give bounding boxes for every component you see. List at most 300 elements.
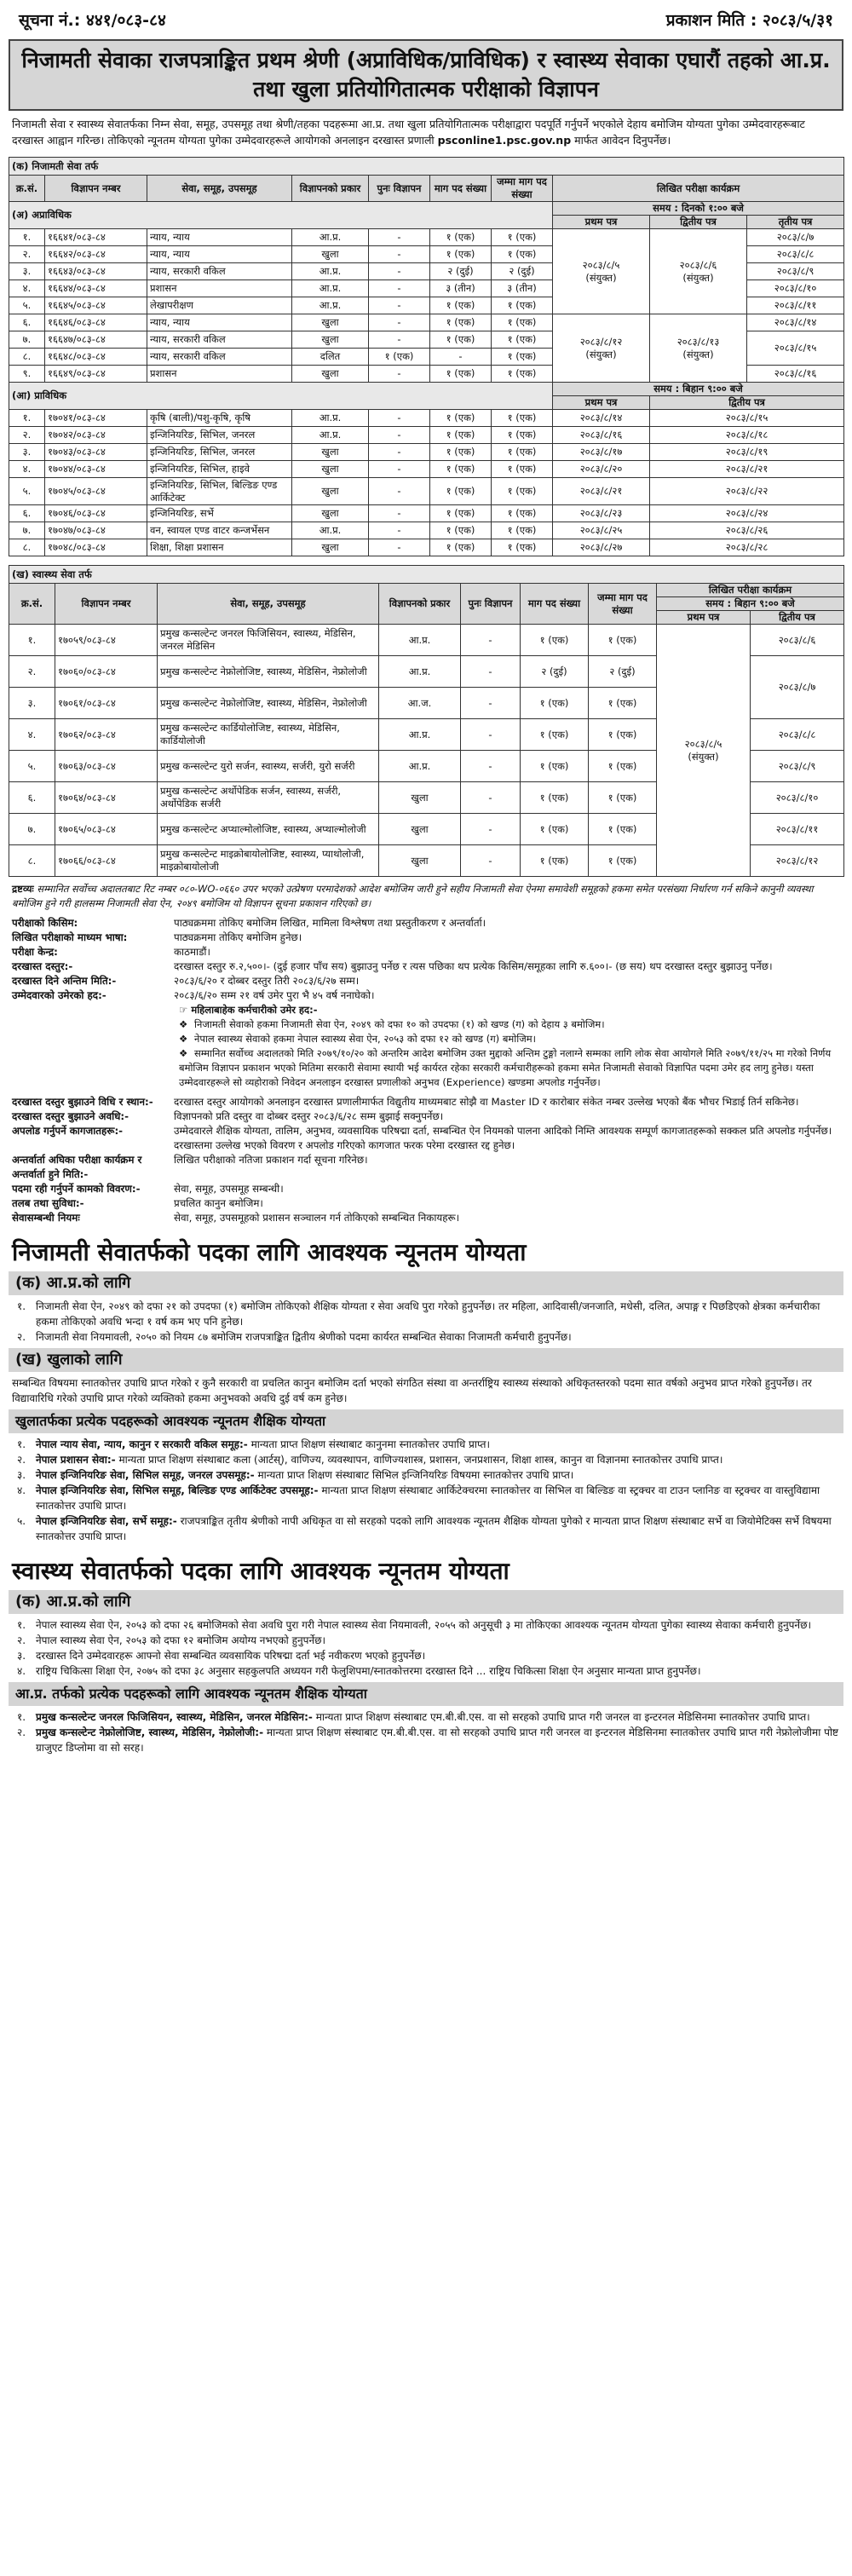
cell-req: १ (एक) bbox=[521, 751, 589, 782]
info-row bbox=[12, 1211, 840, 1225]
list-number: १. bbox=[17, 1438, 26, 1450]
cell-total: १ (एक) bbox=[492, 427, 553, 444]
health-service-table-wrap bbox=[9, 565, 843, 877]
health-internal-subheading: आ.प्र. तर्फको प्रत्येक पदहरूको लागि आवश्यक न्यूनतम शैक्षिक योग्यता bbox=[9, 1682, 843, 1706]
notice-header bbox=[0, 0, 852, 39]
cell-adv: १७०४५/०८३-८४ bbox=[45, 478, 147, 505]
list-bold-label: नेपाल इन्जिनियरिङ सेवा, सिभिल समूह, जनरल उपसमूह:- bbox=[36, 1469, 255, 1481]
cell-req: १ (एक) bbox=[430, 246, 492, 263]
age-note-item bbox=[179, 1032, 852, 1046]
column-header: लिखित परीक्षा कार्यक्रम bbox=[657, 584, 844, 597]
cell-req: २ (दुई) bbox=[430, 263, 492, 280]
subsection-row bbox=[9, 202, 844, 216]
age-note-item-text: नेपाल स्वास्थ्य सेवाको हकमा नेपाल स्वास्थ्य सेवा ऐन, २०५३ को दफा १२ को खण्ड (ग) बमोजिम। bbox=[194, 1033, 536, 1045]
cell-sn: १. bbox=[9, 410, 45, 427]
table-row bbox=[9, 314, 844, 331]
footnote bbox=[12, 882, 840, 911]
cell-req: १ (एक) bbox=[430, 366, 492, 383]
info-label: परीक्षाको किसिम: bbox=[12, 917, 78, 929]
section-title: (ख) स्वास्थ्य सेवा तर्फ bbox=[9, 566, 844, 584]
cell-type: आ.प्र. bbox=[292, 280, 369, 297]
cell-total: १ (एक) bbox=[492, 461, 553, 478]
list-text: दरखास्त दिने उम्मेदवारहरू आफ्नो सेवा सम्बन्धित व्यवसायिक परिषद्मा दर्ता भई नवीकरण भएको हुनुपर्नेछ। bbox=[36, 1650, 426, 1662]
list-item bbox=[17, 1329, 840, 1345]
cell-re: - bbox=[369, 314, 430, 331]
table-row bbox=[9, 625, 844, 656]
table-row bbox=[9, 229, 844, 246]
cell-adv: १७०६३/०८३-८४ bbox=[55, 751, 158, 782]
cell-service: प्रमुख कन्सल्टेन्ट नेफ्रोलोजिष्ट, स्वास्थ्य, मेडिसिन, नेफ्रोलोजी bbox=[158, 688, 379, 719]
list-number: ३. bbox=[17, 1469, 26, 1481]
list-text-wrap bbox=[36, 1513, 840, 1544]
info-value: २०८३/६/२० सम्म २१ वर्ष उमेर पुरा भै ४५ वर्ष ननाघेको। bbox=[174, 989, 375, 1001]
cell-service: वन, स्वायल एण्ड वाटर कन्जर्भेसन bbox=[147, 522, 292, 539]
list-number: १. bbox=[17, 1300, 26, 1312]
paper1-date: २०८३/८/५ bbox=[582, 258, 620, 271]
cell-adv: १७०६५/०८३-८४ bbox=[55, 814, 158, 845]
list-text: नेपाल स्वास्थ्य सेवा ऐन, २०५३ को दफा २६ बमोजिमको सेवा अवधि पुरा गरी नेपाल स्वास्थ्य सेवा नियमावली, २०५५ को अनुसूची ३ मा तोकिएका आवश्यक न्यूनतम योग्यता पुगेका स्वास्थ्य सेवाका कर्मचारी हुनुपर्नेछ। bbox=[36, 1619, 812, 1631]
info-value: उम्मेदवारले शैक्षिक योग्यता, तालिम, अनुभव, व्यवसायिक परिषद्मा दर्ता, सम्बन्धित ऐन नियमको पालना आदिको निम्ति आवश्यक सम्पूर्ण कागजातहरूको सक्कल प्रति अपलोड गर्नुपर्नेछ। दरखास्तमा उल्लेख भएको विवरण र अपलोड गरिएको कागजात फरक परेमा दरखास्त रद्द हुनेछ। bbox=[174, 1125, 832, 1151]
list-bold-label: प्रमुख कन्सल्टेन्ट जनरल फिजिसियन, स्वास्थ्य, मेडिसिन, जनरल मेडिसिन:- bbox=[36, 1711, 313, 1723]
list-item bbox=[17, 1709, 840, 1725]
subsection-row bbox=[9, 383, 844, 396]
info-row bbox=[12, 916, 840, 931]
cell-req: १ (एक) bbox=[521, 814, 589, 845]
cell-sn: १. bbox=[9, 625, 55, 656]
paper1-date: २०८३/८/२० bbox=[553, 461, 650, 478]
cell-req: १ (एक) bbox=[521, 782, 589, 814]
diamond-bullet-icon: ❖ bbox=[179, 1047, 188, 1059]
cell-total: १ (एक) bbox=[589, 625, 657, 656]
list-text-wrap bbox=[36, 1633, 840, 1648]
list-text: राजपत्राङ्कित तृतीय श्रेणीको नापी अधिकृत वा सो सरहको पदको लागि आवश्यक न्यूनतम शैक्षिक योग्यता पुगेको र मान्यता प्राप्त शिक्षण संस्थाबाट सर्भे वा जियोमेटिक्स सर्भे विषयमा स्नातकोत्तर उपाधि प्राप्त। bbox=[36, 1515, 832, 1542]
cell-total: १ (एक) bbox=[589, 688, 657, 719]
cell-re: - bbox=[461, 688, 521, 719]
info-value: पाठ्यक्रममा तोकिए बमोजिम लिखित, मामिला विश्लेषण तथा प्रस्तुतीकरण र अन्तर्वार्ता। bbox=[174, 917, 486, 929]
table-row bbox=[9, 444, 844, 461]
cell-total: १ (एक) bbox=[492, 297, 553, 314]
cell-req: १ (एक) bbox=[430, 522, 492, 539]
cell-re: - bbox=[369, 297, 430, 314]
paper1-date: २०८३/८/१६ bbox=[553, 427, 650, 444]
cell-re: - bbox=[461, 814, 521, 845]
info-row bbox=[12, 1095, 840, 1109]
age-note bbox=[179, 1003, 852, 1090]
civil-service-table-wrap bbox=[9, 157, 843, 556]
notice-number: सूचना नं.: ४४१/०८३-८४ bbox=[19, 11, 166, 30]
list-number: २. bbox=[17, 1454, 26, 1466]
cell-req: १ (एक) bbox=[430, 427, 492, 444]
paper1-date: २०८३/८/१७ bbox=[553, 444, 650, 461]
info-value: सेवा, समूह, उपसमूहको प्रशासन सञ्चालन गर्न तोकिएको सम्बन्धित निकायहरू। bbox=[174, 1212, 460, 1224]
cell-type: दलित bbox=[292, 349, 369, 366]
table-row bbox=[9, 427, 844, 444]
info-label: परीक्षा केन्द्र: bbox=[12, 946, 58, 958]
cell-service: न्याय, न्याय bbox=[147, 246, 292, 263]
info-row bbox=[12, 931, 840, 945]
cell-adv: १६६४१/०८३-८४ bbox=[45, 229, 147, 246]
cell-adv: १६६४९/०८३-८४ bbox=[45, 366, 147, 383]
cell-req: १ (एक) bbox=[430, 410, 492, 427]
cell-adv: १७०६१/०८३-८४ bbox=[55, 688, 158, 719]
cell-service: प्रमुख कन्सल्टेन्ट माइक्रोबायोलोजिष्ट, स्वास्थ्य, प्याथोलोजी, माइक्रोबायोलोजी bbox=[158, 845, 379, 877]
paper2-date: २०८३/८/७ bbox=[751, 656, 844, 719]
list-number: २. bbox=[17, 1634, 26, 1646]
civil-qualification-heading: निजामती सेवातर्फको पदका लागि आवश्यक न्यूनतम योग्यता bbox=[12, 1238, 527, 1266]
paper1-date: २०८३/८/५ bbox=[684, 737, 722, 750]
cell-re: १ (एक) bbox=[369, 349, 430, 366]
info-label: दरखास्त दस्तुर बुझाउने विधि र स्थान:- bbox=[12, 1096, 153, 1108]
column-header: पुनः विज्ञापन bbox=[461, 584, 521, 625]
cell-sn: ९. bbox=[9, 366, 45, 383]
cell-service: इन्जिनियरिङ, सिभिल, जनरल bbox=[147, 444, 292, 461]
info-label: अपलोड गर्नुपर्ने कागजातहरू:- bbox=[12, 1125, 124, 1137]
info-row bbox=[12, 960, 840, 974]
column-header: माग पद संख्या bbox=[521, 584, 589, 625]
cell-adv: १६६४२/०८३-८४ bbox=[45, 246, 147, 263]
cell-service: न्याय, सरकारी वकिल bbox=[147, 331, 292, 349]
diamond-bullet-icon: ❖ bbox=[179, 1033, 188, 1045]
info-row bbox=[12, 1109, 840, 1124]
cell-adv: १७०४७/०८३-८४ bbox=[45, 522, 147, 539]
list-text: मान्यता प्राप्त शिक्षण संस्थाबाट सिभिल इन्जिनियरिङ विषयमा स्नातकोत्तर उपाधि प्राप्त। bbox=[257, 1469, 574, 1481]
cell-req: १ (एक) bbox=[430, 229, 492, 246]
cell-adv: १६६४५/०८३-८४ bbox=[45, 297, 147, 314]
cell-total: १ (एक) bbox=[492, 410, 553, 427]
cell-re: - bbox=[369, 505, 430, 522]
cell-total: १ (एक) bbox=[589, 751, 657, 782]
health-internal-qualification-list bbox=[17, 1709, 840, 1755]
list-item bbox=[17, 1452, 840, 1467]
info-value: काठमाडौं। bbox=[174, 946, 210, 958]
cell-sn: ४. bbox=[9, 461, 45, 478]
info-value: दरखास्त दस्तुर रु.२,५००।- (दुई हजार पाँच सय) बुझाउनु पर्नेछ र त्यस पछिका थप प्रत्येक किसिम/समूहका लागि रु.६००।- (छ सय) थप दरखास्त दस्तुर बुझाउनु पर्नेछ। bbox=[174, 960, 773, 972]
footnote-label: द्रष्टव्यः bbox=[12, 883, 34, 895]
paper2-date-cell bbox=[650, 314, 747, 383]
cell-sn: ६. bbox=[9, 782, 55, 814]
paper-header: तृतीय पत्र bbox=[747, 216, 844, 229]
paper2-date: २०८३/८/९ bbox=[751, 751, 844, 782]
table-header-row bbox=[9, 584, 844, 597]
table-row bbox=[9, 522, 844, 539]
cell-re: - bbox=[369, 478, 430, 505]
info-row bbox=[12, 945, 840, 960]
cell-type: आ.प्र. bbox=[292, 297, 369, 314]
cell-total: ३ (तीन) bbox=[492, 280, 553, 297]
cell-re: - bbox=[369, 229, 430, 246]
paper2-date: २०८३/८/१८ bbox=[650, 427, 844, 444]
cell-total: १ (एक) bbox=[589, 845, 657, 877]
info-row bbox=[12, 1124, 840, 1153]
paper-header: द्वितीय पत्र bbox=[650, 216, 747, 229]
list-item bbox=[17, 1617, 840, 1633]
cell-total: १ (एक) bbox=[589, 782, 657, 814]
list-text-wrap bbox=[36, 1663, 840, 1679]
civil-open-subheading: खुलातर्फका प्रत्येक पदहरूको आवश्यक न्यूनतम शैक्षिक योग्यता bbox=[9, 1409, 843, 1433]
cell-service: प्रमुख कन्सल्टेन्ट जनरल फिजिसियन, स्वास्थ्य, मेडिसिन, जनरल मेडिसिन bbox=[158, 625, 379, 656]
info-row bbox=[12, 1196, 840, 1211]
column-header: क्र.सं. bbox=[9, 584, 55, 625]
cell-adv: १६६४७/०८३-८४ bbox=[45, 331, 147, 349]
cell-type: खुला bbox=[292, 461, 369, 478]
paper-header: द्वितीय पत्र bbox=[751, 611, 844, 625]
info-label: दरखास्त दिने अन्तिम मिति:- bbox=[12, 975, 117, 987]
list-text: मान्यता प्राप्त शिक्षण संस्थाबाट कला (आर्टस्), वाणिज्य, व्यवस्थापन, वाणिज्यशास्त्र, प्रशासन, जनप्रशासन, शिक्षा शास्त्र, कानुन वा विज्ञानमा स्नातकोत्तर उपाधि प्राप्त। bbox=[118, 1454, 723, 1466]
civil-open-paragraph: सम्बन्धित विषयमा स्नातकोत्तर उपाधि प्राप्त गरेको र कुनै सरकारी वा प्रचलित कानुन बमोजिम दर्ता भएको संगठित संस्था वा अन्तर्राष्ट्रिय स्वास्थ्य संस्थाको अधिकृतस्तरको पदमा सात वर्षको अनुभव प्राप्त गरेको हुनुपर्नेछ। तर विद्यावारिधि गरेको उपाधि प्राप्त गरेको व्यक्तिको हकमा अनुभवको अवधि दुई वर्ष कम हुनेछ। bbox=[12, 1377, 812, 1404]
cell-req: १ (एक) bbox=[430, 461, 492, 478]
cell-sn: ८. bbox=[9, 539, 45, 556]
column-header: पुनः विज्ञापन bbox=[369, 176, 430, 202]
column-header: जम्मा माग पद संख्या bbox=[589, 584, 657, 625]
paper1-date-cell bbox=[553, 229, 650, 314]
info-label: दरखास्त दस्तुर बुझाउने अवधि:- bbox=[12, 1110, 130, 1122]
cell-re: - bbox=[369, 539, 430, 556]
age-note-item bbox=[179, 1017, 852, 1032]
paper1-date-cell bbox=[657, 625, 751, 877]
cell-service: प्रशासन bbox=[147, 366, 292, 383]
cell-adv: १६६४३/०८३-८४ bbox=[45, 263, 147, 280]
cell-total: १ (एक) bbox=[492, 366, 553, 383]
paper1-date: २०८३/८/२५ bbox=[553, 522, 650, 539]
cell-re: - bbox=[461, 782, 521, 814]
cell-type: खुला bbox=[292, 444, 369, 461]
cell-type: आ.प्र. bbox=[292, 229, 369, 246]
list-number: १. bbox=[17, 1619, 26, 1631]
cell-req: - bbox=[430, 349, 492, 366]
diamond-bullet-icon: ❖ bbox=[179, 1018, 188, 1030]
cell-service: इन्जिनियरिङ, सिभिल, जनरल bbox=[147, 427, 292, 444]
list-text-wrap bbox=[36, 1452, 840, 1467]
paper2-date: २०८३/८/२४ bbox=[650, 505, 844, 522]
cell-sn: २. bbox=[9, 246, 45, 263]
civil-internal-list bbox=[17, 1299, 840, 1345]
health-internal-band: (क) आ.प्र.को लागि bbox=[9, 1590, 843, 1614]
list-text-wrap bbox=[36, 1648, 840, 1663]
section-title-row bbox=[9, 566, 844, 584]
cell-sn: ३. bbox=[9, 688, 55, 719]
cell-service: इन्जिनियरिङ, सर्भे bbox=[147, 505, 292, 522]
intro-text: निजामती सेवा र स्वास्थ्य सेवातर्फका निम्न सेवा, समूह, उपसमूह तथा श्रेणी/तहका पदहरूमा आ.प्र. तथा खुला प्रतियोगितात्मक परीक्षाद्वारा पदपूर्ति गर्नुपर्ने भएकोले देहाय बमोजिम योग्यता पुगेका उम्मेदवारहरूबाट दरखास्त आह्वान गरिन्छ। तोकिएको न्यूनतम योग्यता पुगेका उम्मेदवारहरूले आयोगको अनलाइन दरखास्त प्रणाली bbox=[12, 118, 805, 147]
age-note-heading bbox=[179, 1003, 852, 1017]
list-text: मान्यता प्राप्त शिक्षण संस्थाबाट आर्किटेक्चरमा स्नातकोत्तर वा सिभिल वा बिल्डिङ वा स्ट्रक्चर वा टाउन प्लानिङ वा स्ट्रक्चर वा वास्तुविद्यामा स्नातकोत्तर उपाधि प्राप्त। bbox=[36, 1484, 820, 1512]
cell-re: - bbox=[461, 845, 521, 877]
info-value: प्रचलित कानुन बमोजिम। bbox=[174, 1197, 263, 1209]
column-header: विज्ञापन नम्बर bbox=[55, 584, 158, 625]
paper3-date: २०८३/८/१६ bbox=[747, 366, 844, 383]
cell-type: आ.प्र. bbox=[292, 427, 369, 444]
list-text: निजामती सेवा ऐन, २०४९ को दफा २१ को उपदफा (१) बमोजिम तोकिएको शैक्षिक योग्यता र सेवा अवधि पुरा गरेको हुनुपर्नेछ। तर महिला, आदिवासी/जनजाति, मधेसी, दलित, अपाङ्ग र पिछडिएको क्षेत्रका कर्मचारीका हकमा तोकिएको अवधि भन्दा १ वर्ष कम भए पनि हुनेछ। bbox=[36, 1300, 820, 1328]
age-note-extra-text: सम्मानित सर्वोच्च अदालतको मिति २०७९/१०/२० को अन्तरिम आदेश बमोजिम उक्त मुद्दाको अन्तिम टुङ्गो नलाग्ने सम्मका लागि लोक सेवा आयोगले मिति २०७९/११/२५ मा गरेको निर्णय बमोजिम विज्ञापन प्रकाशन भएको मितिमा सरकारी सेवामा स्थायी भई कार्यरत रहेका सरकारी कर्मचारीहरूको हकमा समेत निजामती सेवाको विज्ञापित पदमा उमेर हद लागु हुनेछ। यस्ता उम्मेदवारहरूले सो व्यहोराको निवेदन अनलाइन दरखास्त प्रणालीको अनुभव (Experience) खण्डमा अपलोड गर्नुपर्नेछ। bbox=[179, 1047, 832, 1088]
cell-sn: ७. bbox=[9, 814, 55, 845]
exam-info-block bbox=[12, 916, 840, 1003]
cell-req: १ (एक) bbox=[430, 444, 492, 461]
cell-re: - bbox=[461, 751, 521, 782]
paper3-date: २०८३/८/१४ bbox=[747, 314, 844, 331]
cell-total: १ (एक) bbox=[492, 229, 553, 246]
info-label: लिखित परीक्षाको माध्यम भाषा: bbox=[12, 931, 128, 943]
cell-service: लेखापरीक्षण bbox=[147, 297, 292, 314]
info-value: विज्ञापनको प्रति दस्तुर वा दोब्बर दस्तुर २०८३/६/२८ सम्म बुझाई सक्नुपर्नेछ। bbox=[174, 1110, 444, 1122]
table-row bbox=[9, 410, 844, 427]
cell-adv: १६६४६/०८३-८४ bbox=[45, 314, 147, 331]
list-text: निजामती सेवा नियमावली, २०५० को नियम ८७ बमोजिम राजपत्राङ्कित द्वितीय श्रेणीको पदमा कार्यरत सम्बन्धित सेवाका निजामती कर्मचारी हुनुपर्नेछ। bbox=[36, 1331, 572, 1343]
cell-re: - bbox=[461, 625, 521, 656]
cell-req: १ (एक) bbox=[430, 331, 492, 349]
list-bold-label: नेपाल न्याय सेवा, न्याय, कानुन र सरकारी वकिल समूह:- bbox=[36, 1438, 248, 1450]
cell-service: शिक्षा, शिक्षा प्रशासन bbox=[147, 539, 292, 556]
paper2-date: २०८३/८/२२ bbox=[650, 478, 844, 505]
cell-sn: ६. bbox=[9, 505, 45, 522]
column-header: जम्मा माग पद संख्या bbox=[492, 176, 553, 202]
cell-sn: ७. bbox=[9, 331, 45, 349]
paper1-date: २०८३/८/२३ bbox=[553, 505, 650, 522]
cell-type: खुला bbox=[292, 478, 369, 505]
cell-sn: ४. bbox=[9, 280, 45, 297]
section-title: (क) निजामती सेवा तर्फ bbox=[9, 158, 844, 176]
age-note-heading-text: महिलाबाहेक कर्मचारीको उमेर हद:- bbox=[191, 1004, 318, 1016]
cell-type: आ.प्र. bbox=[292, 263, 369, 280]
list-item bbox=[17, 1437, 840, 1452]
list-number: २. bbox=[17, 1331, 26, 1343]
application-url-link[interactable]: psconline1.psc.gov.np bbox=[437, 134, 572, 147]
list-number: २. bbox=[17, 1726, 26, 1738]
civil-internal-band: (क) आ.प्र.को लागि bbox=[9, 1271, 843, 1295]
cell-sn: ५. bbox=[9, 751, 55, 782]
combined-label: (संयुक्त) bbox=[585, 271, 617, 284]
cell-type: खुला bbox=[292, 366, 369, 383]
list-text-wrap bbox=[36, 1617, 840, 1633]
info-row bbox=[12, 974, 840, 988]
list-item bbox=[17, 1648, 840, 1663]
list-text-wrap bbox=[36, 1329, 840, 1345]
paper1-date-cell bbox=[553, 314, 650, 383]
column-header: माग पद संख्या bbox=[430, 176, 492, 202]
paper-header: द्वितीय पत्र bbox=[650, 396, 844, 410]
cell-re: - bbox=[369, 280, 430, 297]
publish-date: प्रकाशन मिति : २०८३/५/३१ bbox=[665, 11, 833, 30]
cell-req: १ (एक) bbox=[521, 688, 589, 719]
paper3-date: २०८३/८/९ bbox=[747, 263, 844, 280]
info-value: पाठ्यक्रममा तोकिए बमोजिम हुनेछ। bbox=[174, 931, 302, 943]
cell-adv: १६६४८/०८३-८४ bbox=[45, 349, 147, 366]
list-text: मान्यता प्राप्त शिक्षण संस्थाबाट एम.बी.बी.एस. वा सो सरहको उपाधि प्राप्त गरी जनरल वा इन्टरनल मेडिसिनमा स्नातकोत्तर उपाधि प्राप्त गरी नेफ्रोलोजीमा पोष्ट ग्राजुएट डिप्लोमा वा सो सरह। bbox=[36, 1726, 839, 1754]
column-header: लिखित परीक्षा कार्यक्रम bbox=[553, 176, 844, 202]
cell-adv: १७०५९/०८३-८४ bbox=[55, 625, 158, 656]
paper2-date: २०८३/८/१३ bbox=[676, 335, 720, 348]
intro-suffix: मार्फत आवेदन दिनुपर्नेछ। bbox=[574, 134, 671, 147]
exam-info-block-2 bbox=[12, 1095, 840, 1225]
list-item bbox=[17, 1663, 840, 1679]
cell-req: १ (एक) bbox=[521, 845, 589, 877]
cell-service: न्याय, सरकारी वकिल bbox=[147, 263, 292, 280]
info-label: अन्तर्वार्ता अघिका परीक्षा कार्यक्रम र अन्तर्वार्ता हुने मिति:- bbox=[12, 1154, 142, 1180]
cell-service: प्रमुख कन्सल्टेन्ट कार्डियोलोजिष्ट, स्वास्थ्य, मेडिसिन, कार्डियोलोजी bbox=[158, 719, 379, 751]
info-value: लिखित परीक्षाको नतिजा प्रकाशन गर्दा सूचना गरिनेछ। bbox=[174, 1154, 368, 1166]
cell-type: आ.प्र. bbox=[379, 751, 461, 782]
subsection-title: (आ) प्राविधिक bbox=[9, 383, 553, 410]
civil-open-qualification-list bbox=[17, 1437, 840, 1544]
cell-type: आ.प्र. bbox=[292, 410, 369, 427]
list-text: मान्यता प्राप्त शिक्षण संस्थाबाट कानुनमा स्नातकोत्तर उपाधि प्राप्त। bbox=[250, 1438, 491, 1450]
cell-re: - bbox=[369, 263, 430, 280]
list-text-wrap bbox=[36, 1709, 840, 1725]
cell-total: १ (एक) bbox=[492, 522, 553, 539]
exam-time: समय : दिनको १:०० बजे bbox=[553, 202, 844, 216]
paper2-date: २०८३/८/१२ bbox=[751, 845, 844, 877]
cell-type: खुला bbox=[292, 539, 369, 556]
cell-total: १ (एक) bbox=[492, 478, 553, 505]
cell-total: १ (एक) bbox=[492, 444, 553, 461]
cell-type: खुला bbox=[292, 246, 369, 263]
cell-sn: ६. bbox=[9, 314, 45, 331]
cell-type: खुला bbox=[379, 845, 461, 877]
cell-type: आ.ज. bbox=[379, 688, 461, 719]
list-text: मान्यता प्राप्त शिक्षण संस्थाबाट एम.बी.बी.एस. वा सो सरहको उपाधि प्राप्त गरी जनरल वा इन्टरनल मेडिसिनमा स्नातकोत्तर उपाधि प्राप्त। bbox=[315, 1711, 810, 1723]
list-text-wrap bbox=[36, 1467, 840, 1483]
paper3-date: २०८३/८/८ bbox=[747, 246, 844, 263]
paper2-date: २०८३/८/१९ bbox=[650, 444, 844, 461]
cell-type: आ.प्र. bbox=[292, 522, 369, 539]
list-bold-label: नेपाल इन्जिनियरिङ सेवा, सिभिल समूह, बिल्डिङ एण्ड आर्किटेक्ट उपसमूह:- bbox=[36, 1484, 319, 1496]
cell-sn: २. bbox=[9, 656, 55, 688]
combined-label: (संयुक्त) bbox=[585, 348, 617, 360]
list-number: ४. bbox=[17, 1665, 26, 1677]
health-qualification-heading: स्वास्थ्य सेवातर्फको पदका लागि आवश्यक न्यूनतम योग्यता bbox=[12, 1557, 509, 1585]
column-header: सेवा, समूह, उपसमूह bbox=[158, 584, 379, 625]
list-number: १. bbox=[17, 1711, 26, 1723]
paper2-date: २०८३/८/६ bbox=[679, 258, 717, 271]
list-text-wrap bbox=[36, 1483, 840, 1513]
cell-type: आ.प्र. bbox=[379, 625, 461, 656]
column-header: सेवा, समूह, उपसमूह bbox=[147, 176, 292, 202]
paper2-date: २०८३/८/११ bbox=[751, 814, 844, 845]
cell-req: १ (एक) bbox=[521, 625, 589, 656]
age-note-extra bbox=[179, 1046, 852, 1090]
paper1-date: २०८३/८/२७ bbox=[553, 539, 650, 556]
cell-service: न्याय, सरकारी वकिल bbox=[147, 349, 292, 366]
info-label: तलब तथा सुविधा:- bbox=[12, 1197, 84, 1209]
list-number: ५. bbox=[17, 1515, 26, 1527]
cell-type: खुला bbox=[379, 782, 461, 814]
info-label: उम्मेदवारको उमेरको हद:- bbox=[12, 989, 106, 1001]
list-item bbox=[17, 1725, 840, 1755]
paper2-date: २०८३/८/१० bbox=[751, 782, 844, 814]
info-label: दरखास्त दस्तुर:- bbox=[12, 960, 73, 972]
cell-type: खुला bbox=[292, 505, 369, 522]
cell-re: - bbox=[369, 444, 430, 461]
cell-adv: १७०४१/०८३-८४ bbox=[45, 410, 147, 427]
paper1-date: २०८३/८/१२ bbox=[579, 335, 623, 348]
health-service-table bbox=[9, 565, 844, 877]
cell-re: - bbox=[369, 246, 430, 263]
cell-service: प्रशासन bbox=[147, 280, 292, 297]
cell-total: १ (एक) bbox=[589, 814, 657, 845]
pointer-icon: ☞ bbox=[179, 1004, 192, 1016]
list-bold-label: प्रमुख कन्सल्टेन्ट नेफ्रोलोजिष्ट, स्वास्थ्य, मेडिसिन, नेफ्रोलोजी:- bbox=[36, 1726, 264, 1738]
paper2-date: २०८३/८/१५ bbox=[650, 410, 844, 427]
cell-adv: १७०६२/०८३-८४ bbox=[55, 719, 158, 751]
paper3-date: २०८३/८/१० bbox=[747, 280, 844, 297]
cell-adv: १७०४२/०८३-८४ bbox=[45, 427, 147, 444]
paper2-date: २०८३/८/२८ bbox=[650, 539, 844, 556]
cell-req: २ (दुई) bbox=[521, 656, 589, 688]
column-header: विज्ञापनको प्रकार bbox=[379, 584, 461, 625]
paper3-date: २०८३/८/७ bbox=[747, 229, 844, 246]
table-row bbox=[9, 505, 844, 522]
cell-type: खुला bbox=[292, 331, 369, 349]
civil-service-table bbox=[9, 157, 844, 556]
paper1-date: २०८३/८/२१ bbox=[553, 478, 650, 505]
